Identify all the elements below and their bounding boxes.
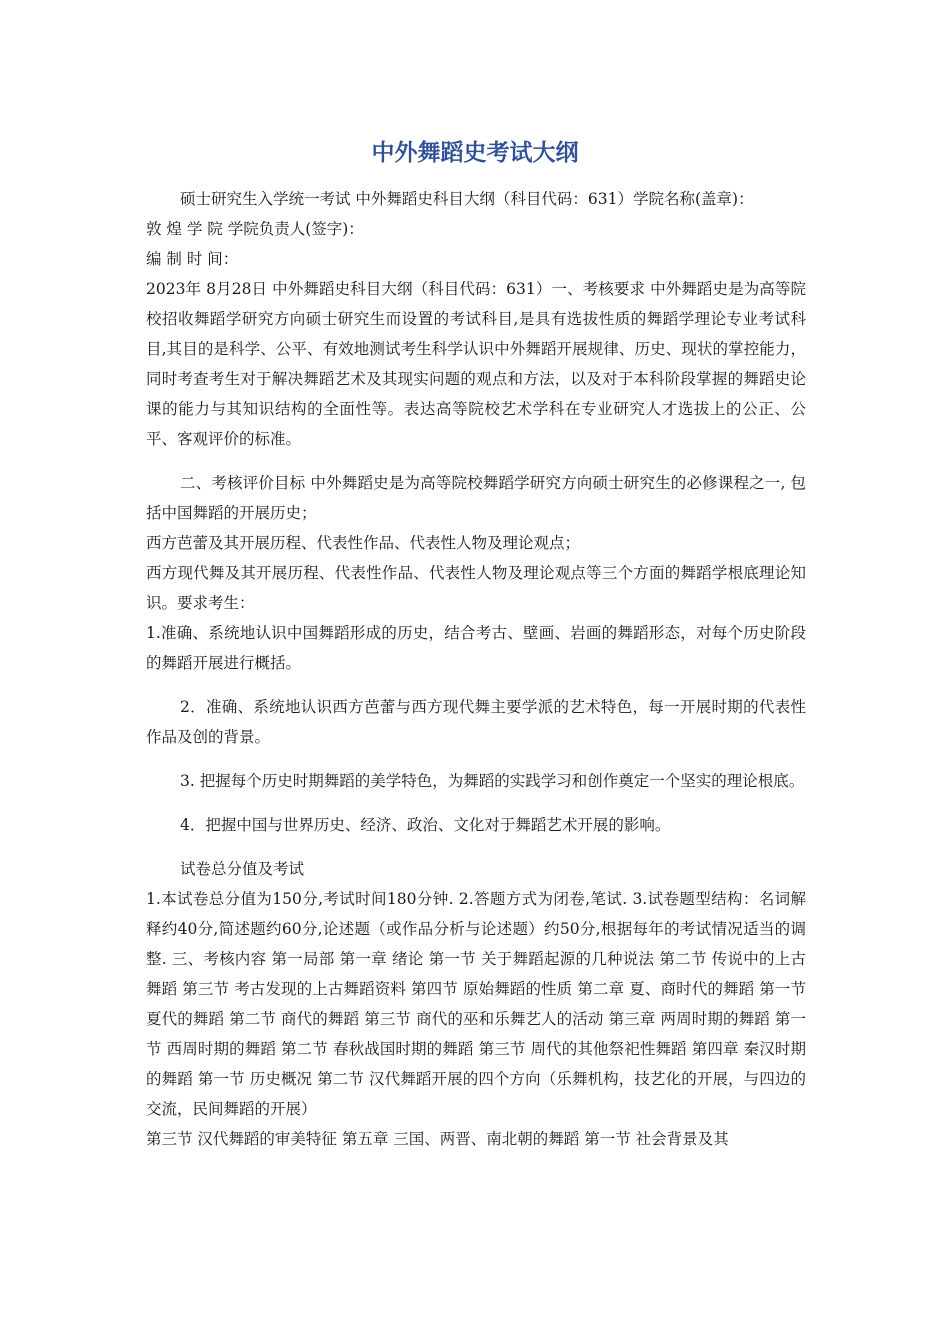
document-body: [146, 184, 806, 1154]
paragraph-exam-content: 1.本试卷总分值为150分,考试时间180分钟. 2.答题方式为闭卷,笔试. 3.试卷题型结构：名词解释约40分,简述题约60分,论述题（或作品分析与论述题）约50分,根据每年的考试情况适当的调整. 三、考核内容 第一局部 第一章 绪论 第一节 关于舞蹈起源的几种说法 第二节 传说中的上古舞蹈 第三节 考古发现的上古舞蹈资料 第四节 原始舞蹈的性质 第二章 夏、商时代的舞蹈 第一节 夏代的舞蹈 第二节 商代的舞蹈 第三节 商代的巫和乐舞艺人的活动 第三章 两周时期的舞蹈 第一节 西周时期的舞蹈 第二节 春秋战国时期的舞蹈 第三节 周代的其他祭祀性舞蹈 第四章 秦汉时期的舞蹈 第一节 历史概况 第二节 汉代舞蹈开展的四个方向（乐舞机构，技艺化的开展，与四边的交流，民间舞蹈的开展）: [146, 890, 806, 1118]
paragraph-exam-heading: 试卷总分值及考试: [180, 860, 305, 878]
paragraph-modern-dance: 西方现代舞及其开展历程、代表性作品、代表性人物及理论观点等三个方面的舞蹈学根底理论知识。要求考生：: [146, 564, 806, 612]
paragraph-requirements: 2023年 8月28日 中外舞蹈史科目大纲（科目代码：631）一、考核要求 中外舞蹈史是为高等院校招收舞蹈学研究方向硕士研究生而设置的考试科目,是具有选拔性质的舞蹈学理论专业考试科目,其目的是科学、公平、有效地测试考生科学认识中外舞蹈开展规律、历史、现状的掌控能力，同时考查考生对于解决舞蹈艺术及其现实问题的观点和方法，以及对于本科阶段掌握的舞蹈史论课的能力与其知识结构的全面性等。表达高等院校艺术学科在专业研究人才选拔上的公正、公平、客观评价的标准。: [146, 280, 806, 448]
paragraph-item-3: 3. 把握每个历史时期舞蹈的美学特色，为舞蹈的实践学习和创作奠定一个坚实的理论根底。: [180, 772, 805, 790]
page-title: 中外舞蹈史考试大纲: [371, 140, 579, 166]
paragraph-item-1: 1.准确、系统地认识中国舞蹈形成的历史，结合考古、壁画、岩画的舞蹈形态，对每个历史阶段的舞蹈开展进行概括。: [146, 624, 806, 672]
paragraph-item-4: 4．把握中国与世界历史、经济、政治、文化对于舞蹈艺术开展的影响。: [180, 816, 671, 834]
paragraph-objectives: 二、考核评价目标 中外舞蹈史是为高等院校舞蹈学研究方向硕士研究生的必修课程之一, 包括中国舞蹈的开展历史；: [146, 474, 806, 522]
paragraph-ballet: 西方芭蕾及其开展历程、代表性作品、代表性人物及理论观点；: [146, 534, 581, 552]
paragraph-item-2: 2．准确、系统地认识西方芭蕾与西方现代舞主要学派的艺术特色，每一开展时期的代表性作品及创的背景。: [146, 698, 806, 746]
paragraph-institution: 敦 煌 学 院 学院负责人(签字)：: [146, 220, 364, 238]
paragraph-compile-time: 编 制 时 间：: [146, 250, 239, 268]
paragraph-continued: 第三节 汉代舞蹈的审美特征 第五章 三国、两晋、南北朝的舞蹈 第一节 社会背景及其: [146, 1130, 729, 1148]
paragraph-header: 硕士研究生入学统一考试 中外舞蹈史科目大纲（科目代码：631）学院名称(盖章)：: [180, 190, 754, 208]
